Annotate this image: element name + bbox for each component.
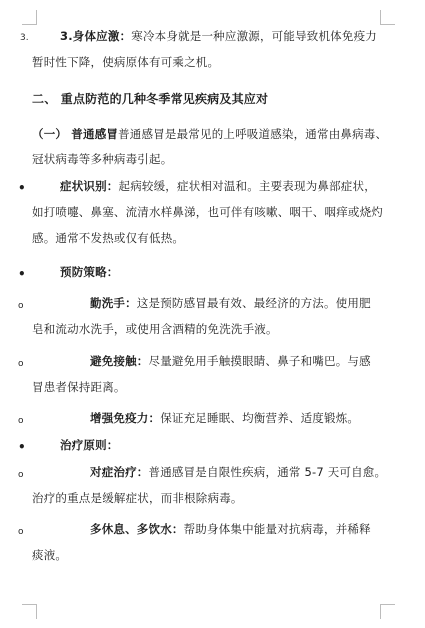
sub-bullet-marker: o xyxy=(18,470,24,480)
sub-bullet-label: 避免接触： xyxy=(90,354,149,368)
bullet-marker: • xyxy=(18,267,26,281)
body-line xyxy=(60,179,376,194)
sub-bullet-text: 保证充足睡眠、均衡营养、适度锻炼。 xyxy=(160,411,360,425)
sub-bullet-text: 尽量避免用手触摸眼睛、鼻子和嘴巴。与感 xyxy=(148,354,371,368)
crop-mark-bottom-left xyxy=(22,604,37,619)
sub-bullet-marker: o xyxy=(18,527,24,537)
subsection-heading: （一） 普通感冒 xyxy=(32,127,119,141)
crop-mark-top-right xyxy=(380,10,395,25)
body-line xyxy=(90,522,371,537)
bullet-marker: • xyxy=(18,440,26,454)
body-line: 暂时性下降，使病原体有可乘之机。 xyxy=(32,55,220,69)
paragraph-text: 普通感冒是最常见的上呼吸道感染，通常由鼻病毒、 xyxy=(118,127,388,141)
item-text: 寒冷本身就是一种应激源，可能导致机体免疫力 xyxy=(131,29,377,43)
sub-bullet-marker: o xyxy=(18,301,24,311)
sub-bullet-label: 增强免疫力： xyxy=(90,411,161,425)
sub-bullet-text: 普通感冒是自限性疾病，通常 5-7 天可自愈。 xyxy=(148,465,387,479)
crop-mark-top-left xyxy=(22,10,37,25)
body-line: 痰液。 xyxy=(32,548,68,562)
body-line xyxy=(90,411,359,426)
bullet-marker: • xyxy=(18,181,26,195)
body-line: 冠状病毒等多种病毒引起。 xyxy=(32,152,173,166)
body-line: 冒患者保持距离。 xyxy=(32,380,126,394)
body-line xyxy=(90,465,386,480)
sub-bullet-label: 对症治疗： xyxy=(90,465,149,479)
bullet-label: 预防策略： xyxy=(60,265,119,279)
body-line: 如打喷嚏、鼻塞、流清水样鼻涕，也可伴有咳嗽、咽干、咽痒或烧灼 xyxy=(32,205,383,219)
bullet-text: 起病较缓，症状相对温和。主要表现为鼻部症状， xyxy=(118,179,376,193)
body-line: 治疗的重点是缓解症状，而非根除病毒。 xyxy=(32,491,243,505)
body-line xyxy=(90,354,371,369)
sub-bullet-marker: o xyxy=(18,359,24,369)
body-line xyxy=(32,127,387,142)
bullet-label: 症状识别： xyxy=(60,179,119,193)
bullet-label: 治疗原则： xyxy=(60,438,119,452)
body-line: 感。通常不发热或仅有低热。 xyxy=(32,231,185,245)
sub-bullet-label: 多休息、多饮水： xyxy=(90,522,184,536)
sub-bullet-marker: o xyxy=(18,416,24,426)
body-line: 皂和流动水洗手，或使用含酒精的免洗洗手液。 xyxy=(32,322,278,336)
sub-bullet-label: 勤洗手： xyxy=(90,296,137,310)
section-heading: 二、 重点防范的几种冬季常见疾病及其应对 xyxy=(32,92,269,106)
sub-bullet-text: 这是预防感冒最有效、最经济的方法。使用肥 xyxy=(136,296,371,310)
item-label: 3.身体应激： xyxy=(60,29,132,43)
body-line xyxy=(60,29,377,44)
sub-bullet-text: 帮助身体集中能量对抗病毒，并稀释 xyxy=(183,522,371,536)
crop-mark-bottom-right xyxy=(380,604,395,619)
list-number: 3. xyxy=(20,33,29,43)
body-line xyxy=(90,296,371,311)
